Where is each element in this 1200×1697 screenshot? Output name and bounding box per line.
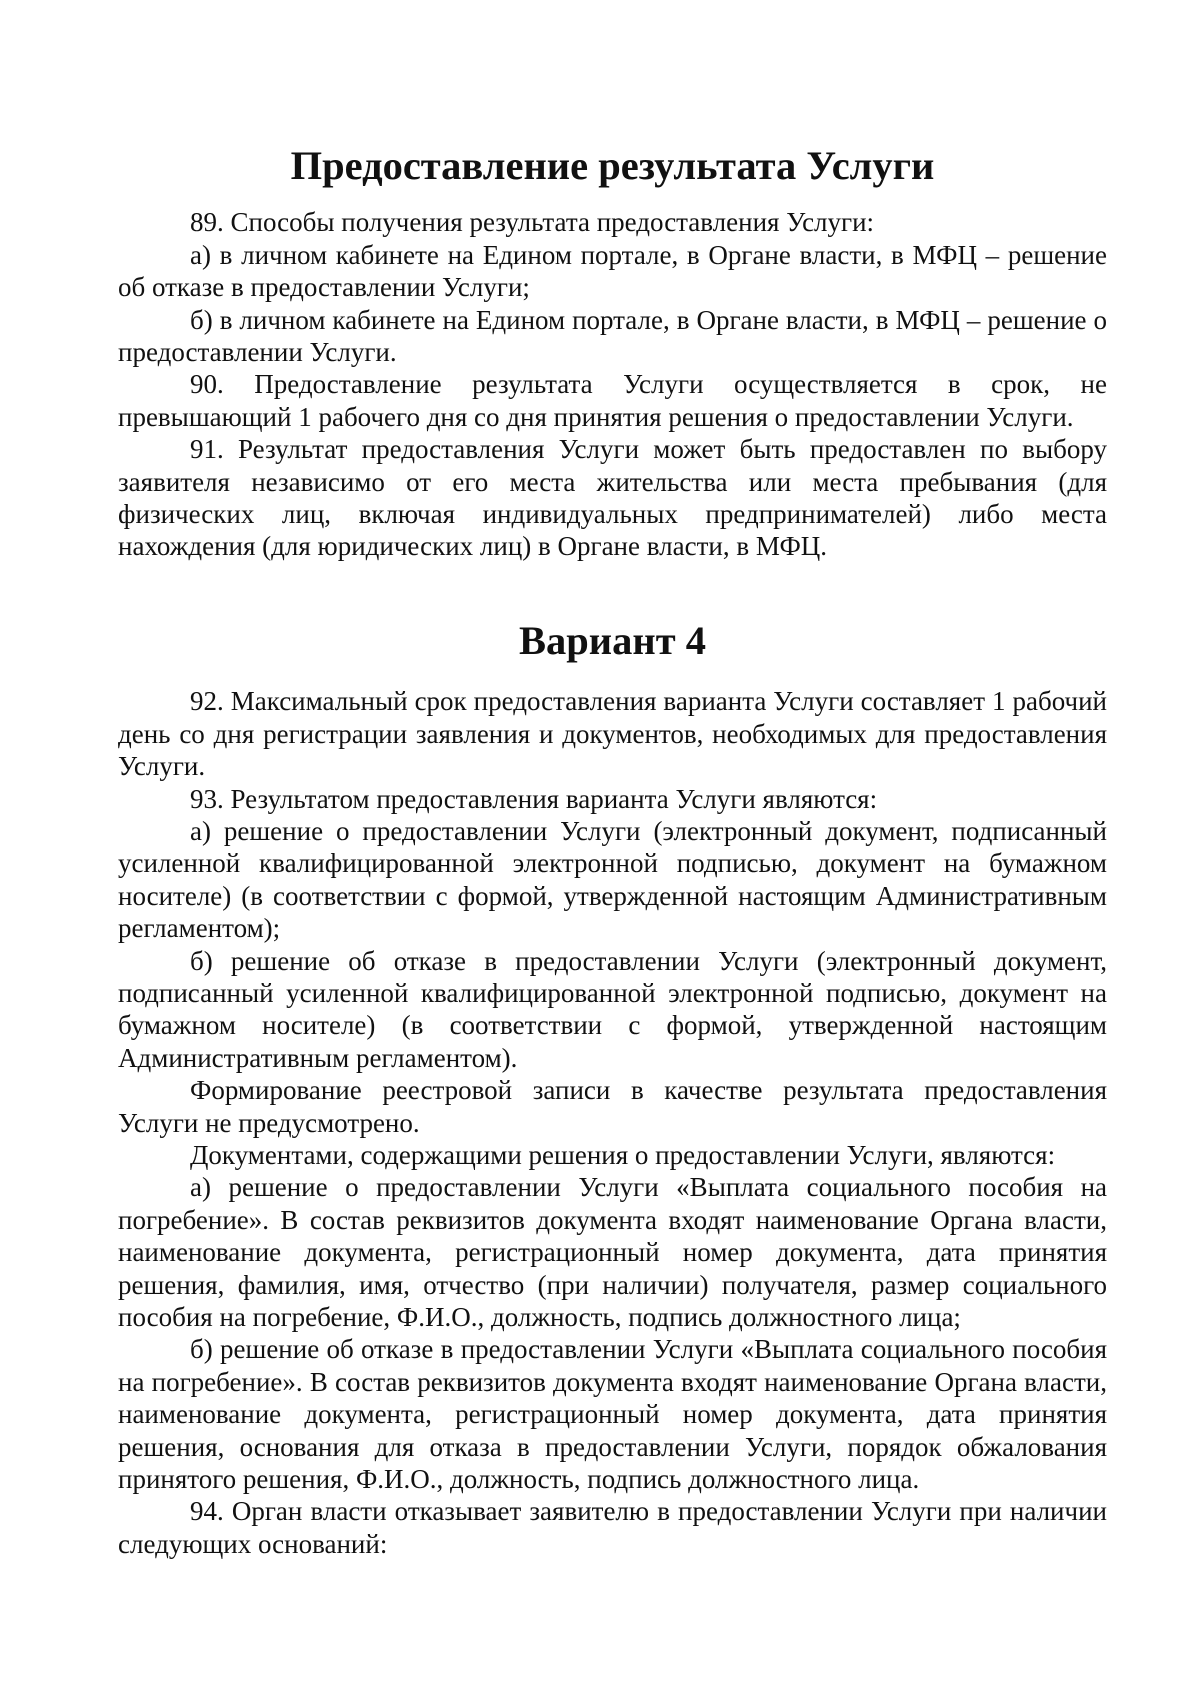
paragraph-89-b: б) в личном кабинете на Едином портале, в Органе власти, в МФЦ – решение о предоставлении Услуги. [118, 304, 1107, 368]
variant-title: Вариант 4 [519, 617, 706, 663]
section-result-provision [118, 206, 1107, 562]
paragraph-93-b: б) решение об отказе в предоставлении Услуги (электронный документ, подписанный усиленной квалифицированной электронной подписью, документ на бумажном носителе) (в соответствии с формой, утвержденной настоящим Административным регламентом). [118, 945, 1107, 1073]
paragraph-91: 91. Результат предоставления Услуги может быть предоставлен по выбору заявителя независимо от его места жительства или места пребывания (для физических лиц, включая индивидуальных предпринимателей) либо места нахождения (для юридических лиц) в Органе власти, в МФЦ. [118, 434, 1107, 562]
paragraph-92: 92. Максимальный срок предоставления варианта Услуги составляет 1 рабочий день со дня регистрации заявления и документов, необходимых для предоставления Услуги. [118, 686, 1107, 782]
paragraph-94: 94. Орган власти отказывает заявителю в предоставлении Услуги при наличии следующих оснований: [118, 1496, 1107, 1559]
paragraph-decision-documents-a: а) решение о предоставлении Услуги «Выплата социального пособия на погребение». В состав реквизитов документа входят наименование Органа власти, наименование документа, регистрационный номер документа, дата принятия решения, фамилия, имя, отчество (при наличии) получателя, размер социального пособия на погребение, Ф.И.О., должность, подпись должностного лица; [118, 1172, 1107, 1332]
paragraph-decision-documents: Документами, содержащими решения о предоставлении Услуги, являются: [190, 1139, 1056, 1170]
section-title: Предоставление результата Услуги [290, 143, 935, 188]
section-variant-4 [118, 685, 1107, 1560]
paragraph-93: 93. Результатом предоставления варианта Услуги являются: [190, 783, 878, 814]
paragraph-89: 89. Способы получения результата предоставления Услуги: [190, 207, 875, 238]
paragraph-registry-record: Формирование реестровой записи в качестве результата предоставления Услуги не предусмотрено. [118, 1075, 1107, 1138]
paragraph-90: 90. Предоставление результата Услуги осуществляется в срок, не превышающий 1 рабочего дня со дня принятия решения о предоставлении Услуги. [118, 369, 1107, 432]
paragraph-93-a: а) решение о предоставлении Услуги (электронный документ, подписанный усиленной квалифицированной электронной подписью, документ на бумажном носителе) (в соответствии с формой, утвержденной настоящим Административным регламентом); [118, 815, 1107, 944]
paragraph-89-a: а) в личном кабинете на Едином портале, в Органе власти, в МФЦ – решение об отказе в предоставлении Услуги; [118, 239, 1107, 303]
paragraph-decision-documents-b: б) решение об отказе в предоставлении Услуги «Выплата социального пособия на погребение». В состав реквизитов документа входят наименование Органа власти, наименование документа, регистрационный номер документа, дата принятия решения, основания для отказа в предоставлении Услуги, порядок обжалования принятого решения, Ф.И.О., должность, подпись должностного лица. [118, 1334, 1107, 1495]
